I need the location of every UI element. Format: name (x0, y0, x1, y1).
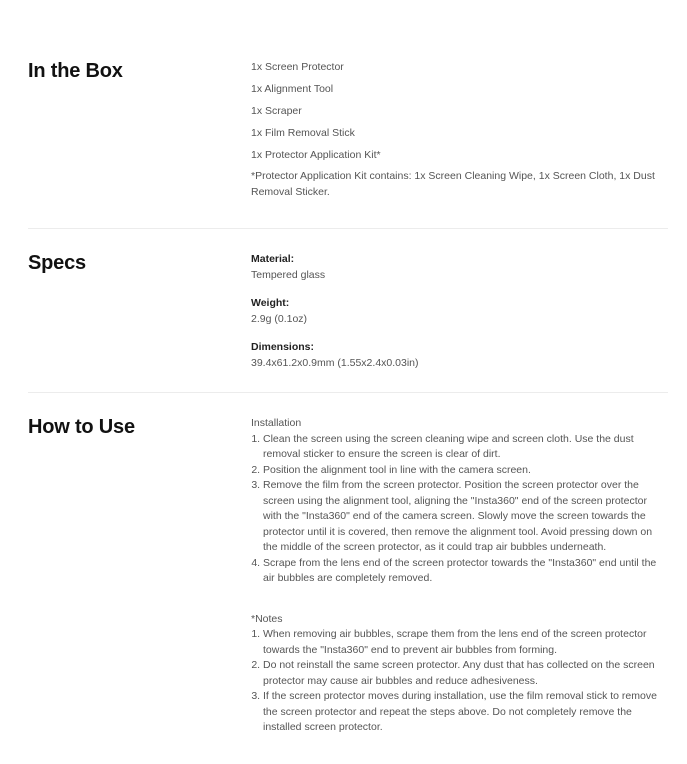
box-item: 1x Protector Application Kit* (251, 149, 381, 161)
notes-block (251, 612, 663, 736)
note-item: 1. When removing air bubbles, scrape them from the lens end of the screen protector towards the "Insta360" end to prevent air bubbles from forming. (263, 627, 663, 658)
specs-section (28, 252, 668, 382)
in-the-box-title: In the Box (28, 60, 123, 82)
installation-steps (251, 432, 663, 587)
installation-heading: Installation (251, 417, 302, 429)
specs-title: Specs (28, 252, 86, 274)
section-divider (28, 392, 668, 393)
box-item: 1x Alignment Tool (251, 83, 334, 95)
spec-label: Weight: (251, 297, 290, 309)
installation-step: 4. Scrape from the lens end of the screen protector towards the "Insta360" end until the air bubbles are completely removed. (263, 556, 663, 587)
box-item: 1x Film Removal Stick (251, 127, 355, 139)
notes-heading: *Notes (251, 612, 283, 625)
in-the-box-list (251, 60, 663, 164)
spec-weight (251, 296, 663, 327)
spec-value: 2.9g (0.1oz) (251, 312, 308, 325)
notes-list (251, 627, 663, 736)
spec-label: Material: (251, 253, 295, 265)
how-to-use-section (28, 416, 668, 746)
section-divider (28, 228, 668, 229)
installation-step: 1. Clean the screen using the screen cleaning wipe and screen cloth. Use the dust removal sticker to ensure the screen is clear of dirt. (263, 432, 663, 463)
in-the-box-body (251, 60, 663, 200)
specs-body (251, 252, 663, 384)
in-the-box-section (28, 60, 668, 210)
note-item: 2. Do not reinstall the same screen protector. Any dust that has collected on the screen protector may cause air bubbles and reduce adhesiveness. (263, 658, 663, 689)
note-item: 3. If the screen protector moves during installation, use the film removal stick to remove the screen protector and repeat the steps above. Do not completely remove the installed screen protector. (263, 689, 663, 736)
installation-step: 2. Position the alignment tool in line with the camera screen. (263, 463, 663, 479)
spec-dimensions (251, 340, 663, 371)
spec-label: Dimensions: (251, 341, 315, 353)
spec-value: 39.4x61.2x0.9mm (1.55x2.4x0.03in) (251, 356, 419, 369)
how-to-use-body (251, 416, 663, 736)
box-item: 1x Scraper (251, 105, 302, 117)
spec-material (251, 252, 663, 283)
spec-value: Tempered glass (251, 268, 326, 281)
application-kit-note: *Protector Application Kit contains: 1x Screen Cleaning Wipe, 1x Screen Cloth, 1x Dust Removal Sticker. (251, 170, 655, 198)
box-item: 1x Screen Protector (251, 61, 344, 73)
how-to-use-title: How to Use (28, 416, 135, 438)
installation-step: 3. Remove the film from the screen protector. Position the screen protector over the screen using the alignment tool, aligning the "Insta360" end of the screen protector with the "Insta360" end of the camera screen. Slowly move the screen towards the protector until it is covered, then remove the alignment tool. Avoid pressing down on the middle of the screen protector, as it could trap air bubbles underneath. (263, 478, 663, 556)
